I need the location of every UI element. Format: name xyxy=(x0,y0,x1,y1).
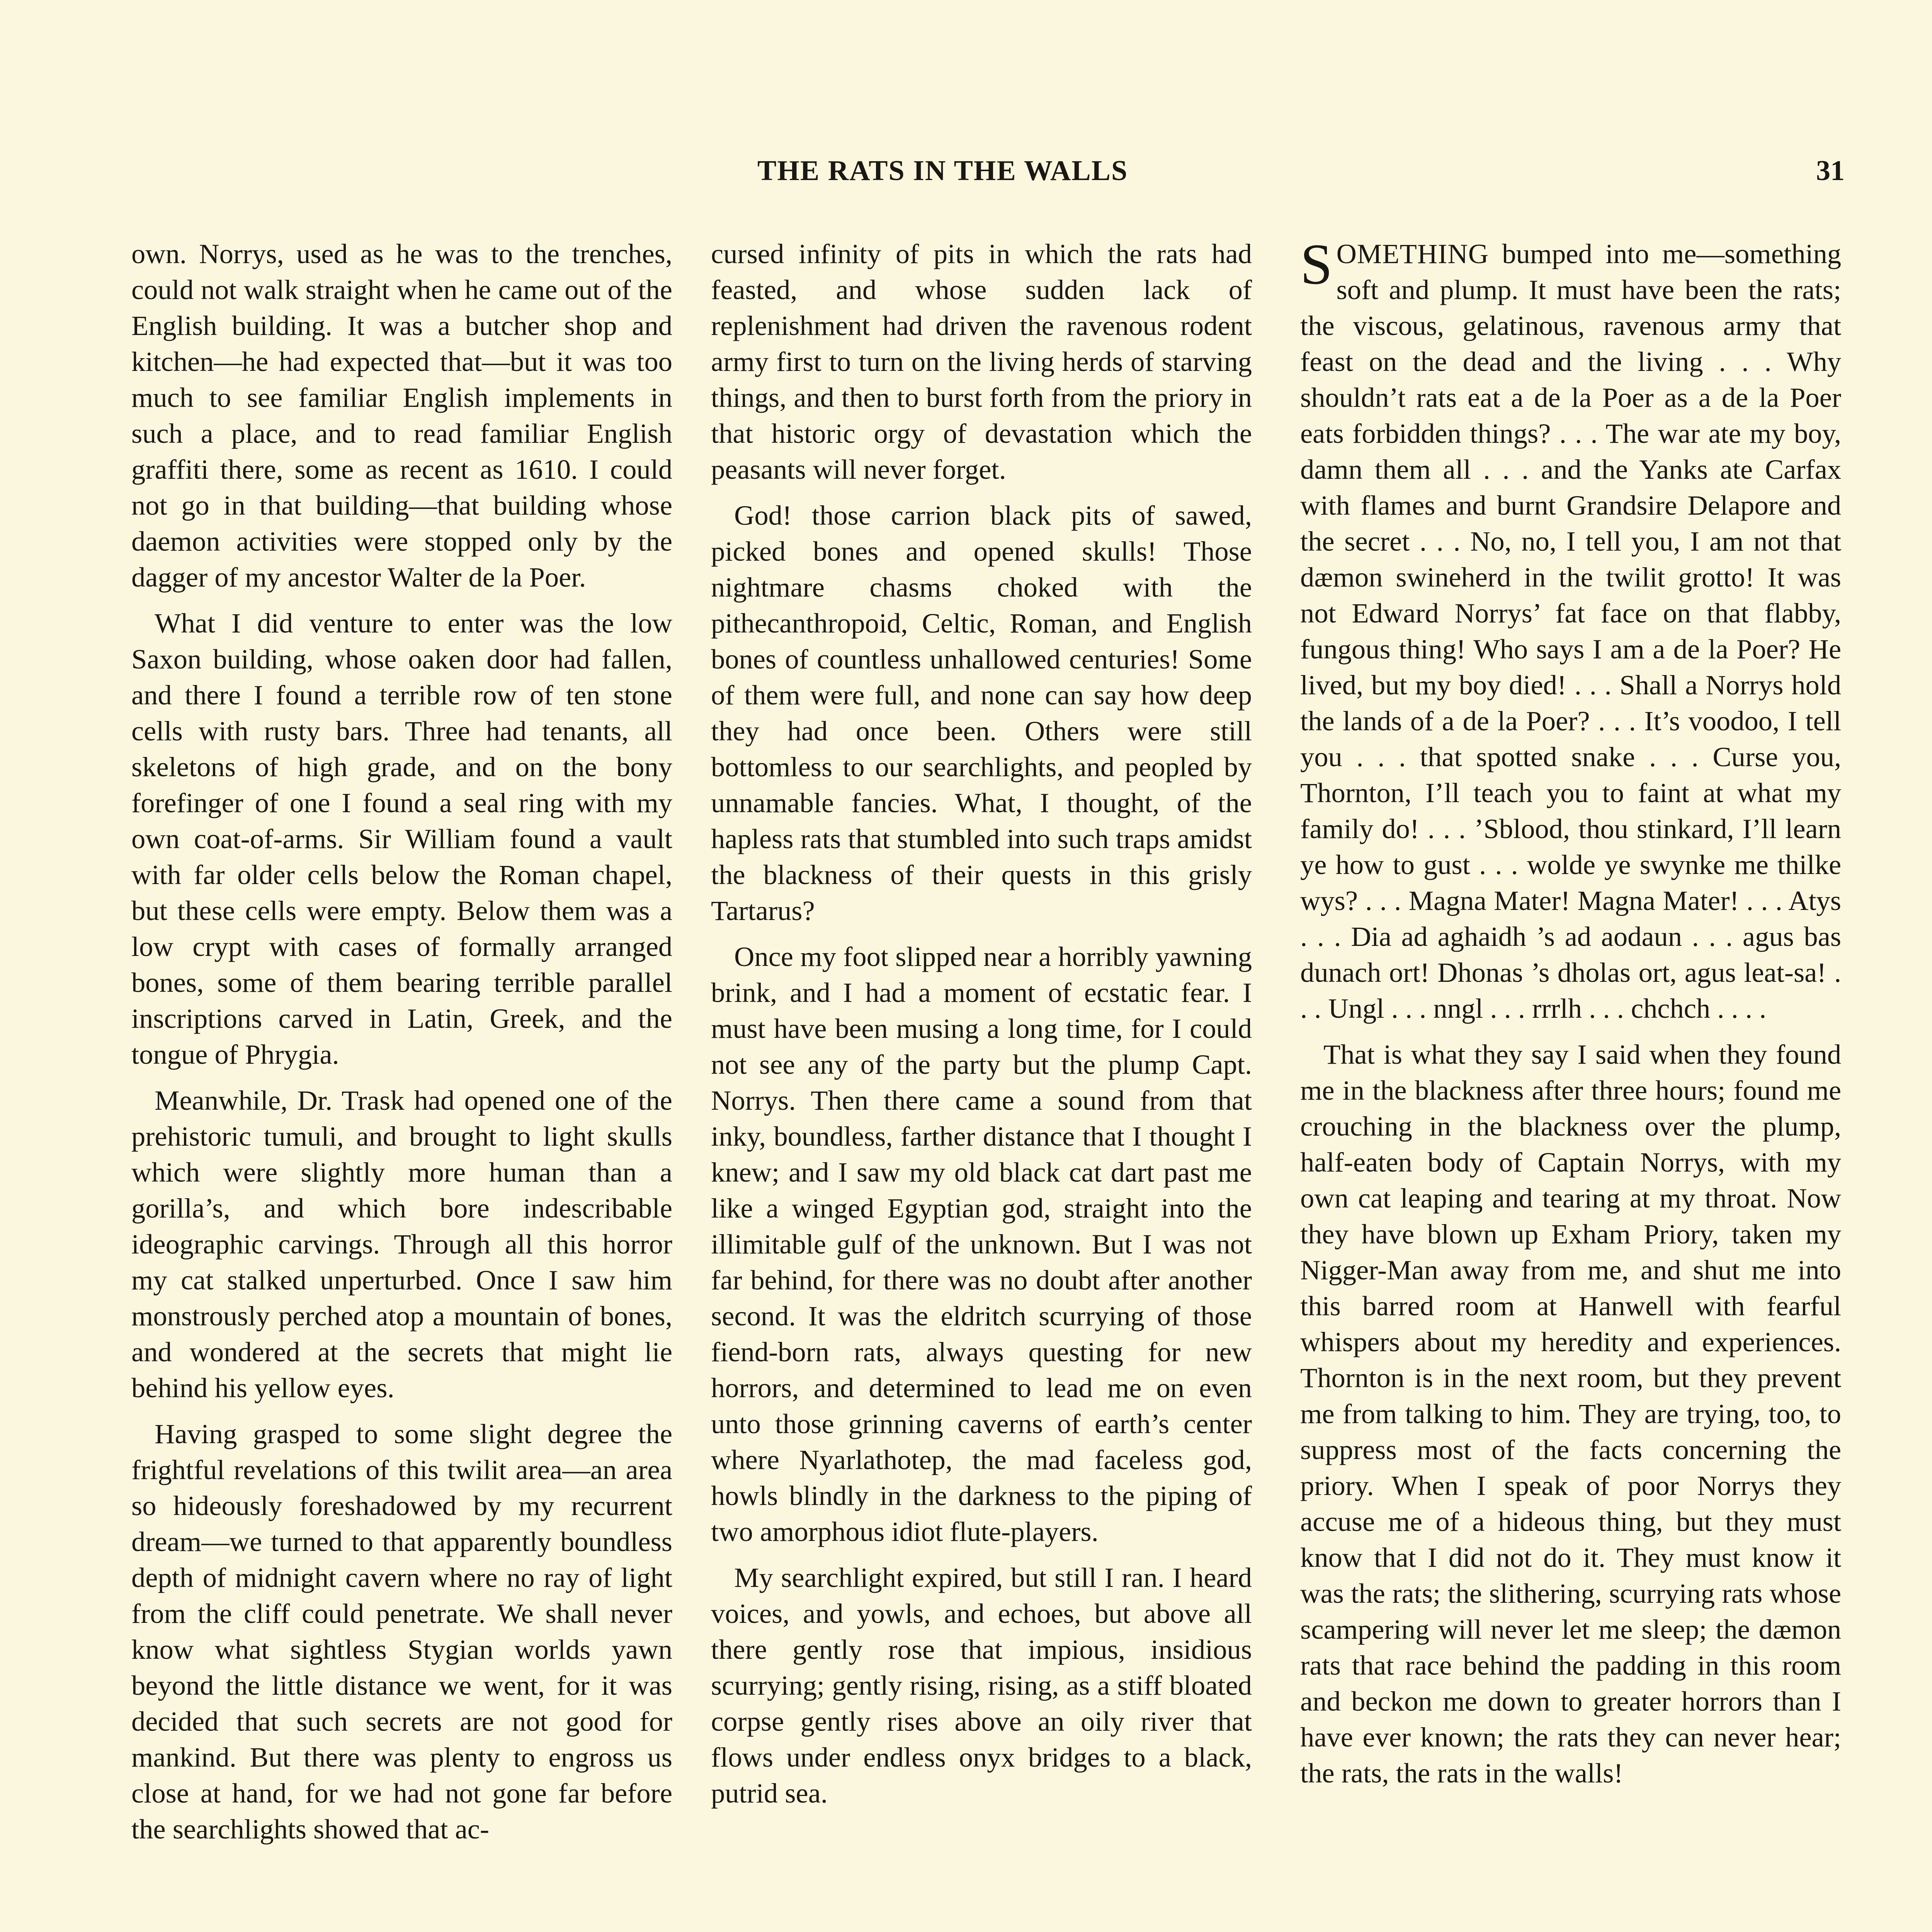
text-column-2 xyxy=(711,236,1252,1821)
page-header xyxy=(0,155,1932,197)
running-title: THE RATS IN THE WALLS xyxy=(757,155,1128,187)
text-column-1 xyxy=(131,236,672,1857)
opening-small-caps: OMETHING xyxy=(1336,238,1489,269)
opening-text: bumped into me—something soft and plump. It must have been the rats; the viscous, gelatinous, ravenous army that feast on the dead and the living . . . Why shouldn’t rats eat a de la Poer as a de la Poer eats forbidden things? . . . The war ate my boy, damn them all . . . and the Yanks ate Carfax with flames and burnt Grandsire Delapore and the secret . . . No, no, I tell you, I am not that dæmon swineherd in the twilit grotto! It was not Edward Norrys’ fat face on that flabby, fungous thing! Who says I am a de la Poer? He lived, but my boy died! . . . Shall a Norrys hold the lands of a de la Poer? . . . It’s voodoo, I tell you . . . that spotted snake . . . Curse you, Thornton, I’ll teach you to faint at what my family do! . . . ’Sblood, thou stinkard, I’ll learn ye how to gust . . . wolde ye swynke me thilke wys? . . . Magna Mater! Magna Mater! . . . Atys . . . Dia ad aghaidh ’s ad aodaun . . . agus bas dunach ort! Dhonas ’s dholas ort, agus leat-sa! . . . Ungl . . . nngl . . . rrrlh . . . chchch . . . . xyxy=(1300,238,1841,1024)
opening-paragraph xyxy=(1300,232,1841,1026)
paragraph: God! those carrion black pits of sawed, picked bones and opened skulls! Those nightmare chasms choked with the pithecanthropoid, Celtic, Roman, and English bones of countless unhallowed centuries! Some of them were full, and none can say how deep they had once been. Others were still bottomless to our searchlights, and peopled by unnamable fancies. What, I thought, of the hapless rats that stumbled into such traps amidst the blackness of their quests in this grisly Tartarus? xyxy=(711,500,1252,926)
paragraph: cursed infinity of pits in which the rats had feasted, and whose sudden lack of replenishment had driven the ravenous rodent army first to turn on the living herds of starving things, and then to burst forth from the priory in that historic orgy of devastation which the peasants will never forget. xyxy=(711,238,1252,485)
paragraph: What I did venture to enter was the low Saxon building, whose oaken door had fallen, and there I found a terrible row of ten stone cells with rusty bars. Three had tenants, all skeletons of high grade, and on the bony forefinger of one I found a seal ring with my own coat-of-arms. Sir William found a vault with far older cells below the Roman chapel, but these cells were empty. Below them was a low crypt with cases of formally arranged bones, some of them bearing terrible parallel inscriptions carved in Latin, Greek, and the tongue of Phrygia. xyxy=(131,607,672,1070)
text-column-3 xyxy=(1300,232,1841,1801)
paragraph: own. Norrys, used as he was to the trenches, could not walk straight when he came out of the English building. It was a butcher shop and kitchen—he had expected that—but it was too much to see familiar English implements in such a place, and to read familiar English graffiti there, some as recent as 1610. I could not go in that building—that building whose daemon activities were stopped only by the dagger of my ancestor Walter de la Poer. xyxy=(131,238,672,593)
page-number: 31 xyxy=(1816,155,1845,187)
drop-cap: S xyxy=(1300,232,1333,296)
paragraph: My searchlight expired, but still I ran. I heard voices, and yowls, and echoes, but above all there gently rose that impious, insidious scurrying; gently rising, rising, as a stiff bloated corpse gently rises above an oily river that flows under endless onyx bridges to a black, putrid sea. xyxy=(711,1562,1252,1809)
paragraph: That is what they say I said when they found me in the blackness after three hours; found me crouching in the blackness over the plump, half-eaten body of Captain Norrys, with my own cat leaping and tearing at my throat. Now they have blown up Exham Priory, taken my Nigger-Man away from me, and shut me into this barred room at Hanwell with fearful whispers about my heredity and experiences. Thornton is in the next room, but they prevent me from talking to him. They are trying, too, to suppress most of the facts concerning the priory. When I speak of poor Norrys they accuse me of a hideous thing, but they must know that I did not do it. They must know it was the rats; the slithering, scurrying rats whose scampering will never let me sleep; the dæmon rats that race behind the padding in this room and beckon me down to greater horrors than I have ever known; the rats they can never hear; the rats, the rats in the walls! xyxy=(1300,1039,1841,1789)
paragraph: Meanwhile, Dr. Trask had opened one of the prehistoric tumuli, and brought to light skulls which were slightly more human than a gorilla’s, and which bore indescribable ideographic carvings. Through all this horror my cat stalked unperturbed. Once I saw him monstrously perched atop a mountain of bones, and wondered at the secrets that might lie behind his yellow eyes. xyxy=(131,1085,672,1403)
paragraph: Once my foot slipped near a horribly yawning brink, and I had a moment of ecstatic fear. I must have been musing a long time, for I could not see any of the party but the plump Capt. Norrys. Then there came a sound from that inky, boundless, farther distance that I thought I knew; and I saw my old black cat dart past me like a winged Egyptian god, straight into the illimitable gulf of the unknown. But I was not far behind, for there was no doubt after another second. It was the eldritch scurrying of those fiend-born rats, always questing for new horrors, and determined to lead me on even unto those grinning caverns of earth’s center where Nyarlathotep, the mad faceless god, howls blindly in the darkness to the piping of two amorphous idiot flute-players. xyxy=(711,941,1252,1547)
paragraph: Having grasped to some slight degree the frightful revelations of this twilit area—an area so hideously foreshadowed by my recurrent dream—we turned to that apparently boundless depth of midnight cavern where no ray of light from the cliff could penetrate. We shall never know what sightless Stygian worlds yawn beyond the little distance we went, for it was decided that such secrets are not good for mankind. But there was plenty to engross us close at hand, for we had not gone far before the searchlights showed that ac- xyxy=(131,1418,672,1845)
